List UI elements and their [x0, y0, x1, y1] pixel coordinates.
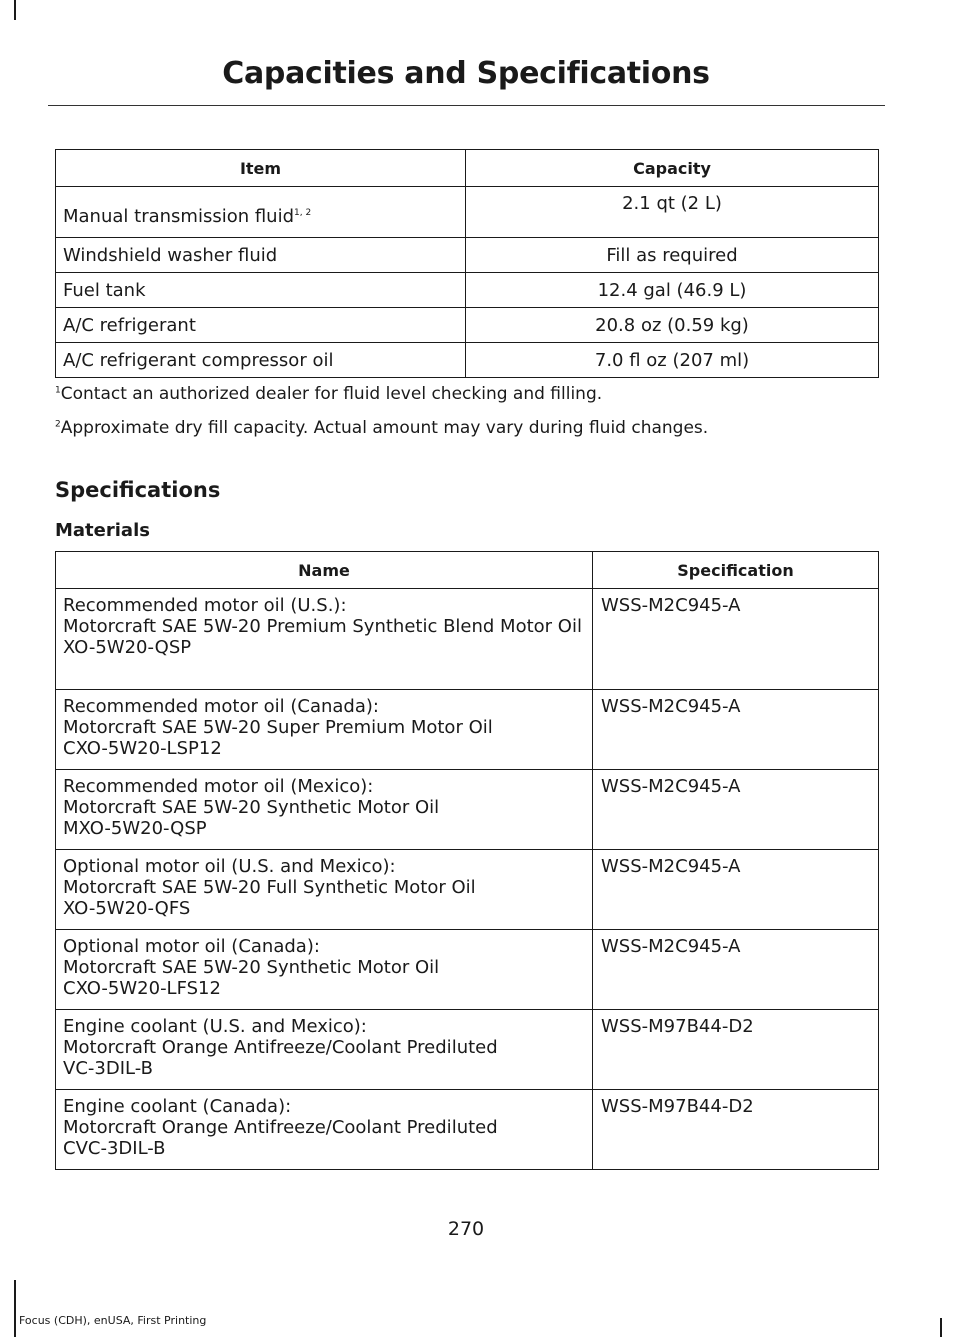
table-row: [56, 343, 879, 378]
column-header-name: Name: [56, 552, 593, 589]
material-name-cell: [56, 770, 593, 850]
material-line: Motorcraft SAE 5W-20 Full Synthetic Motor Oil: [63, 877, 476, 898]
footnote-2: [55, 418, 708, 438]
material-line: CVC-3DIL-B: [63, 1138, 166, 1159]
materials-table: [55, 551, 879, 1170]
material-line: Recommended motor oil (U.S.):: [63, 595, 347, 616]
material-name-cell: [56, 850, 593, 930]
table-header-row: [56, 150, 879, 187]
table-row: [56, 1010, 879, 1090]
footnote-ref: 1, 2: [294, 207, 312, 218]
material-name-cell: [56, 1010, 593, 1090]
material-line: XO-5W20-QSP: [63, 637, 192, 658]
material-line: CXO-5W20-LSP12: [63, 738, 222, 759]
material-line: Optional motor oil (Canada):: [63, 936, 320, 957]
page-number: 270: [447, 1218, 485, 1240]
material-line: Motorcraft SAE 5W-20 Synthetic Motor Oil: [63, 797, 440, 818]
table-row: [56, 589, 879, 690]
section-heading: Specifications: [55, 478, 221, 502]
column-header-specification: Specification: [593, 552, 879, 589]
material-line: Motorcraft SAE 5W-20 Synthetic Motor Oil: [63, 957, 440, 978]
material-name-cell: [56, 1090, 593, 1170]
title-divider: [48, 105, 885, 106]
subsection-heading: Materials: [55, 520, 150, 541]
material-line: XO-5W20-QFS: [63, 898, 191, 919]
material-name-cell: [56, 690, 593, 770]
footnote-1: [55, 384, 602, 404]
crop-mark-bottom-left: [14, 1280, 16, 1337]
item-cell: A/C refrigerant: [56, 308, 466, 343]
table-row: [56, 770, 879, 850]
crop-mark-bottom-right: [940, 1318, 942, 1337]
item-cell: Fuel tank: [56, 273, 466, 308]
table-row: [56, 850, 879, 930]
specification-cell: WSS-M2C945-A: [593, 690, 879, 770]
material-line: Motorcraft SAE 5W-20 Super Premium Motor Oil: [63, 717, 493, 738]
table-row: [56, 1090, 879, 1170]
capacity-cell: Fill as required: [466, 238, 879, 273]
page-title: Capacities and Specifications: [222, 56, 710, 91]
table-header-row: [56, 552, 879, 589]
table-row: [56, 930, 879, 1010]
material-line: CXO-5W20-LFS12: [63, 978, 221, 999]
specification-cell: WSS-M2C945-A: [593, 850, 879, 930]
item-cell: A/C refrigerant compressor oil: [56, 343, 466, 378]
capacity-cell: 12.4 gal (46.9 L): [466, 273, 879, 308]
material-line: Recommended motor oil (Mexico):: [63, 776, 374, 797]
specification-cell: WSS-M2C945-A: [593, 770, 879, 850]
material-line: Recommended motor oil (Canada):: [63, 696, 379, 717]
material-line: Motorcraft Orange Antifreeze/Coolant Prediluted: [63, 1117, 498, 1138]
capacity-cell: 7.0 fl oz (207 ml): [466, 343, 879, 378]
footnote-text: Approximate dry fill capacity. Actual amount may vary during fluid changes.: [60, 418, 709, 438]
footnote-mark: 1: [55, 385, 61, 396]
specification-cell: WSS-M97B44-D2: [593, 1010, 879, 1090]
footer-text: Focus (CDH), enUSA, First Printing: [19, 1314, 207, 1327]
table-row: [56, 238, 879, 273]
material-line: Optional motor oil (U.S. and Mexico):: [63, 856, 396, 877]
material-name-cell: [56, 589, 593, 690]
capacities-table: [55, 149, 879, 378]
table-row: [56, 187, 879, 238]
material-name-cell: [56, 930, 593, 1010]
crop-mark-top-left: [14, 0, 16, 20]
item-cell: Windshield washer fluid: [56, 238, 466, 273]
specification-cell: WSS-M97B44-D2: [593, 1090, 879, 1170]
column-header-capacity: Capacity: [466, 150, 879, 187]
material-line: Motorcraft Orange Antifreeze/Coolant Prediluted: [63, 1037, 498, 1058]
column-header-item: Item: [56, 150, 466, 187]
table-row: [56, 273, 879, 308]
material-line: Engine coolant (U.S. and Mexico):: [63, 1016, 367, 1037]
material-line: Motorcraft SAE 5W-20 Premium Synthetic Blend Motor Oil: [63, 616, 582, 637]
capacity-cell: 2.1 qt (2 L): [466, 187, 879, 238]
footnote-text: Contact an authorized dealer for fluid level checking and filling.: [60, 384, 603, 404]
specification-cell: WSS-M2C945-A: [593, 930, 879, 1010]
footnote-mark: 2: [55, 419, 61, 430]
capacity-cell: 20.8 oz (0.59 kg): [466, 308, 879, 343]
material-line: MXO-5W20-QSP: [63, 818, 207, 839]
specification-cell: WSS-M2C945-A: [593, 589, 879, 690]
table-row: [56, 690, 879, 770]
material-line: Engine coolant (Canada):: [63, 1096, 292, 1117]
material-line: VC-3DIL-B: [63, 1058, 153, 1079]
item-name: Manual transmission fluid: [63, 205, 295, 227]
item-cell: [56, 187, 466, 238]
table-row: [56, 308, 879, 343]
